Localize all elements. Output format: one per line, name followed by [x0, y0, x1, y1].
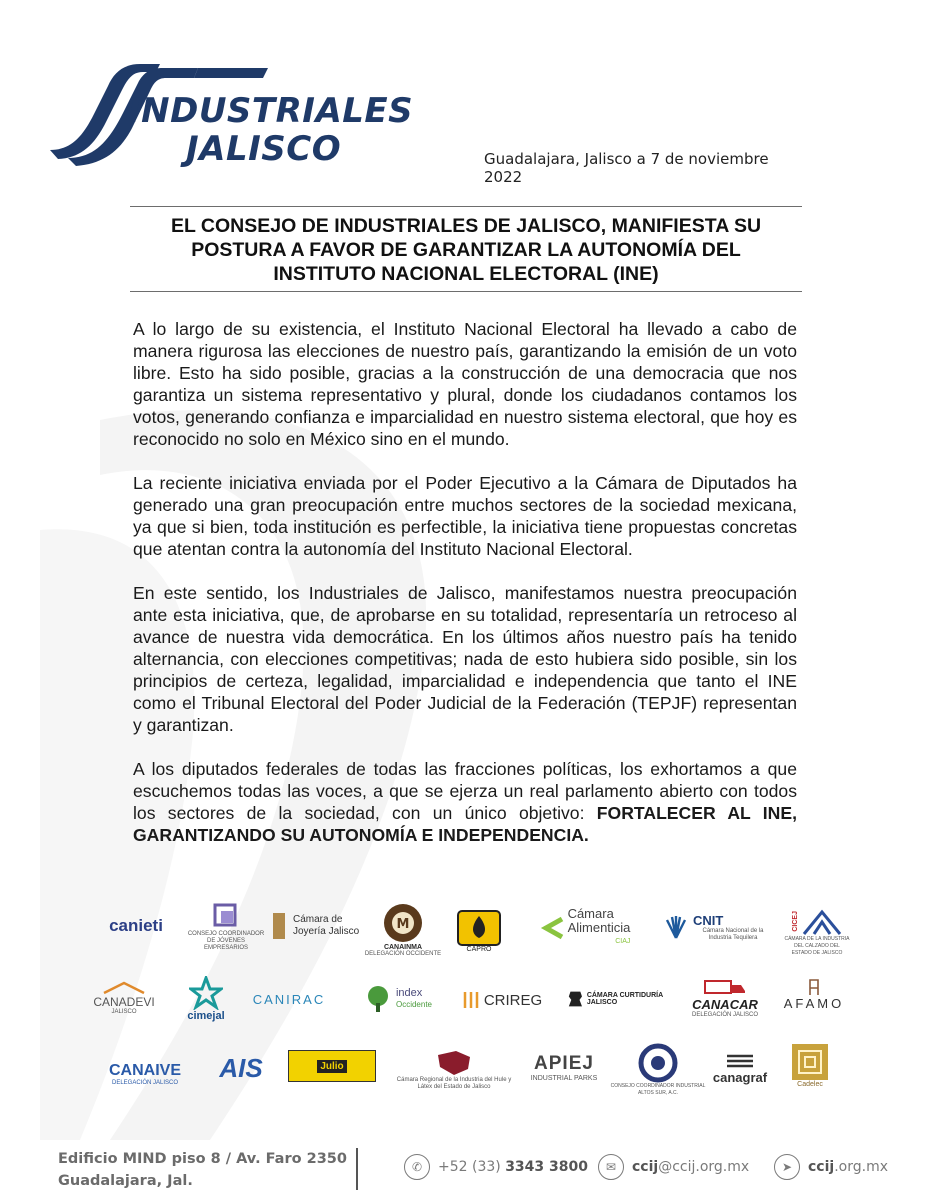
logo-curtiduria: CÁMARA CURTIDURÍA JALISCO [568, 984, 676, 1014]
paragraph-3: En este sentido, los Industriales de Jalisco, manifestamos nuestra preocupación ante esta iniciativa, que, de aprobarse en su totalidad, representaría un retroceso al avance de nuestra vida democrática. En los últimos años nuestro país ha tenido alternancia, con elecciones competitivas; nada de esto hubiera sido posible, sin los principios de certeza, legalidad, imparcialidad e independencia que tanto el INE como el Tribunal Electoral del Poder Judicial de la Federación (TEPJF) representan y garantizan. [133, 583, 797, 735]
address-line-2: Guadalajara, Jal. [58, 1173, 193, 1189]
alimenticia-icon [540, 915, 564, 941]
agave-icon [663, 914, 689, 940]
cci-icon [638, 1043, 678, 1083]
logo-canaive: CANAIVE DELEGACIÓN JALISCO [108, 1061, 181, 1086]
cadelec-icon [791, 1043, 829, 1081]
email-domain: @ccij.org.mx [658, 1159, 750, 1175]
web-domain: .org.mx [834, 1159, 888, 1175]
logo-canacar: CANACAR DELEGACIÓN JALISCO [680, 972, 770, 1024]
svg-text:M: M [396, 917, 410, 932]
logo-cci-altos-sur: CONSEJO COORDINADOR INDUSTRIAL ALTOS SUR, A.C. [610, 1042, 706, 1098]
logo-consejo-jovenes: CONSEJO COORDINADOR DE JÓVENES EMPRESARIOS [186, 896, 266, 956]
document-body [133, 318, 797, 868]
canagraf-icon [725, 1052, 755, 1070]
cursor-icon: ➤ [774, 1154, 800, 1180]
email-user: ccij [632, 1159, 659, 1175]
paragraph-4 [133, 758, 797, 846]
logo-camara-alimenticia: Cámara Alimenticia CIAJ [526, 910, 644, 946]
logo-cimejal: cimejal [176, 972, 236, 1026]
logo-canieti: canieti [109, 916, 163, 935]
paragraph-4-text: A los diputados federales de todas las fracciones políticas, los exhortamos a que escuchemos todas las voces, a que se ejerza un real parlamento abierto con todos los sectores de la sociedad, con un único objetivo: [133, 759, 797, 823]
cicej-icon [802, 908, 842, 936]
logo-julio: Julio [288, 1050, 376, 1082]
logo-index: index Occidente [348, 982, 448, 1016]
phone-number: 3343 3800 [505, 1159, 588, 1175]
index-tree-icon [364, 985, 392, 1013]
paragraph-4-emphasis: FORTALECER AL INE, GARANTIZANDO SU AUTONOMÍA E INDEPENDENCIA. [133, 803, 797, 845]
crireg-icon [462, 990, 480, 1010]
canainma-seal-icon [382, 902, 424, 944]
logo-canirac: CANIRAC [252, 991, 326, 1007]
footer-address [58, 1148, 347, 1192]
logo-canainma: M CANAINMA DELEGACIÓN OCCIDENTE [372, 900, 434, 960]
footer-phone [404, 1154, 588, 1180]
title-line-2: POSTURA A FAVOR DE GARANTIZAR LA AUTONOMÍA DEL [191, 239, 741, 261]
canacar-truck-icon [703, 977, 747, 997]
logo-joyeria: Cámara de Joyería Jalisco [266, 908, 366, 944]
phone-prefix: +52 (33) [438, 1159, 506, 1175]
capro-icon [457, 910, 501, 946]
phone-icon: ✆ [404, 1154, 430, 1180]
leather-hide-icon [568, 988, 583, 1010]
canadevi-roof-icon [102, 981, 146, 995]
logo-ais: AIS [219, 1052, 263, 1083]
consejo-cube-icon [211, 901, 241, 931]
footer-separator [356, 1148, 358, 1190]
logo-wordmark [128, 92, 413, 168]
web-name: ccij [808, 1159, 835, 1175]
footer [0, 1140, 932, 1200]
logo-cadelec: Cadelec [784, 1040, 836, 1090]
afamo-chair-icon [806, 978, 822, 996]
logo-line-2: JALISCO [186, 129, 342, 169]
footer-email[interactable] [598, 1154, 749, 1180]
logo-apiej: APIEJ INDUSTRIAL PARKS [530, 1052, 598, 1082]
paragraph-2: La reciente iniciativa enviada por el Poder Ejecutivo a la Cámara de Diputados ha generado una gran preocupación entre muchos sectores de la sociedad mexicana, ya que si bien, toda institución es perfectible, la iniciativa tiene propuestas concretas que atentan contra la autonomía del Instituto Nacional Electoral. [133, 473, 797, 559]
title-line-3: INSTITUTO NACIONAL ELECTORAL (INE) [273, 263, 659, 285]
footer-website[interactable] [774, 1154, 888, 1180]
logo-cicej: CICEJ CÁMARA DE LA INDUSTRIA DEL CALZADO DEL ESTADO DE JALISCO [784, 904, 850, 960]
document-title [130, 206, 802, 292]
logo-camara-hule: Cámara Regional de la Industria del Hule y Látex del Estado de Jalisco [392, 1042, 516, 1098]
logo-capro: CAPRO [454, 906, 504, 956]
logo-cnit: CNIT Cámara Nacional de la Industria Tequilera [660, 910, 776, 944]
logo-canadevi: CANADEVI JALISCO [84, 978, 164, 1018]
logo-line-1: INDUSTRIALES [128, 91, 414, 131]
logo-canagraf: canagraf [702, 1046, 778, 1090]
hule-map-icon [434, 1049, 474, 1077]
joyeria-icon [269, 911, 289, 941]
mail-icon: ✉ [598, 1154, 624, 1180]
address-line-1: Edificio MIND piso 8 / Av. Faro 2350 [58, 1151, 347, 1167]
logo-afamo: AFAMO [774, 972, 854, 1016]
document-date: Guadalajara, Jalisco a 7 de noviembre 2022 [484, 150, 769, 186]
cimejal-icon [189, 976, 223, 1010]
title-line-1: EL CONSEJO DE INDUSTRIALES DE JALISCO, MANIFIESTA SU [170, 215, 762, 237]
member-logos [84, 896, 864, 1116]
logo-crireg: CRIREG [454, 986, 550, 1014]
paragraph-1: A lo largo de su existencia, el Instituto Nacional Electoral ha llevado a cabo de manera rigurosa las elecciones de nuestro país, garantizando la emisión de un voto libre. Esto ha sido posible, gracias a la construcción de una democracia que nos garantiza un sistema representativo y plural, donde los ciudadanos contamos los votos, generando confianza e imparcialidad en nuestro sistema electoral, que hoy es reconocido no solo en México sino en el mundo. [133, 319, 797, 449]
